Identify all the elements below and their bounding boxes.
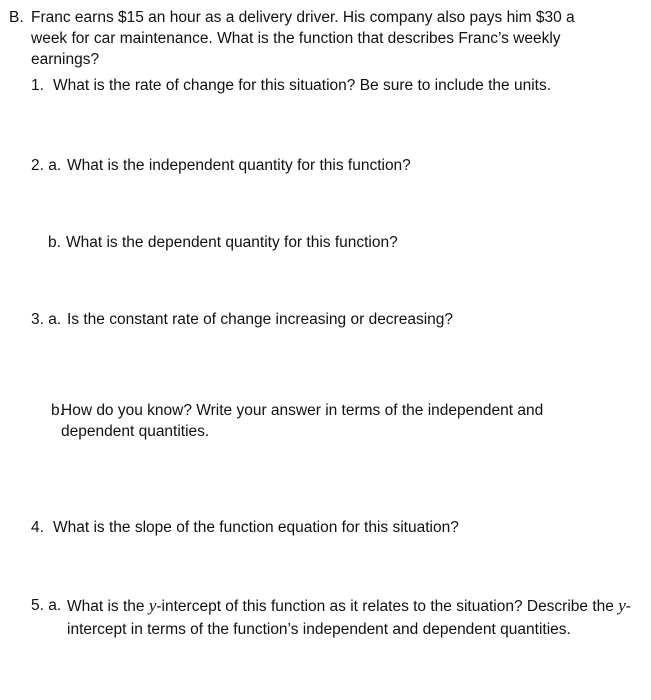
question-5a (31, 594, 636, 641)
question-4-text: What is the slope of the function equation for this situation? (53, 519, 459, 536)
question-3a-text: Is the constant rate of change increasing or decreasing? (67, 311, 454, 328)
question-1 (31, 75, 611, 96)
question-2b-marker: b. (48, 234, 61, 251)
question-1-marker: 1. (31, 77, 44, 94)
question-3b-text: How do you know? Write your answer in terms of the independent and dependent quantities. (61, 402, 544, 440)
question-2a-marker: 2. a. (31, 157, 62, 174)
question-3a (31, 309, 611, 330)
question-2a (31, 155, 611, 176)
question-3b-marker: b. (51, 402, 64, 419)
problem-marker: B. (9, 9, 24, 26)
y-variable: y (618, 596, 626, 615)
question-3b (51, 400, 611, 442)
question-4 (31, 517, 611, 538)
question-5a-text-part3: -intercept in terms of the function’s independent and dependent quantities. (67, 598, 631, 638)
question-4-marker: 4. (31, 519, 44, 536)
problem-b (9, 7, 609, 70)
question-5a-marker: 5. a. (31, 597, 62, 614)
question-2b-text: What is the dependent quantity for this function? (66, 234, 398, 251)
question-2b (48, 232, 608, 253)
question-5a-text-part2: -intercept of this function as it relates to the situation? Describe the (156, 598, 619, 615)
question-5a-text (67, 594, 636, 641)
question-5a-text-part1: What is the (67, 598, 149, 615)
question-3a-marker: 3. a. (31, 311, 62, 328)
problem-statement: Franc earns $15 an hour as a delivery driver. His company also pays him $30 a week for car maintenance. What is the function that describes Franc’s weekly earnings? (31, 9, 575, 68)
y-variable: y (148, 596, 157, 615)
question-1-text: What is the rate of change for this situation? Be sure to include the units. (53, 77, 552, 94)
question-2a-text: What is the independent quantity for this function? (67, 157, 411, 174)
